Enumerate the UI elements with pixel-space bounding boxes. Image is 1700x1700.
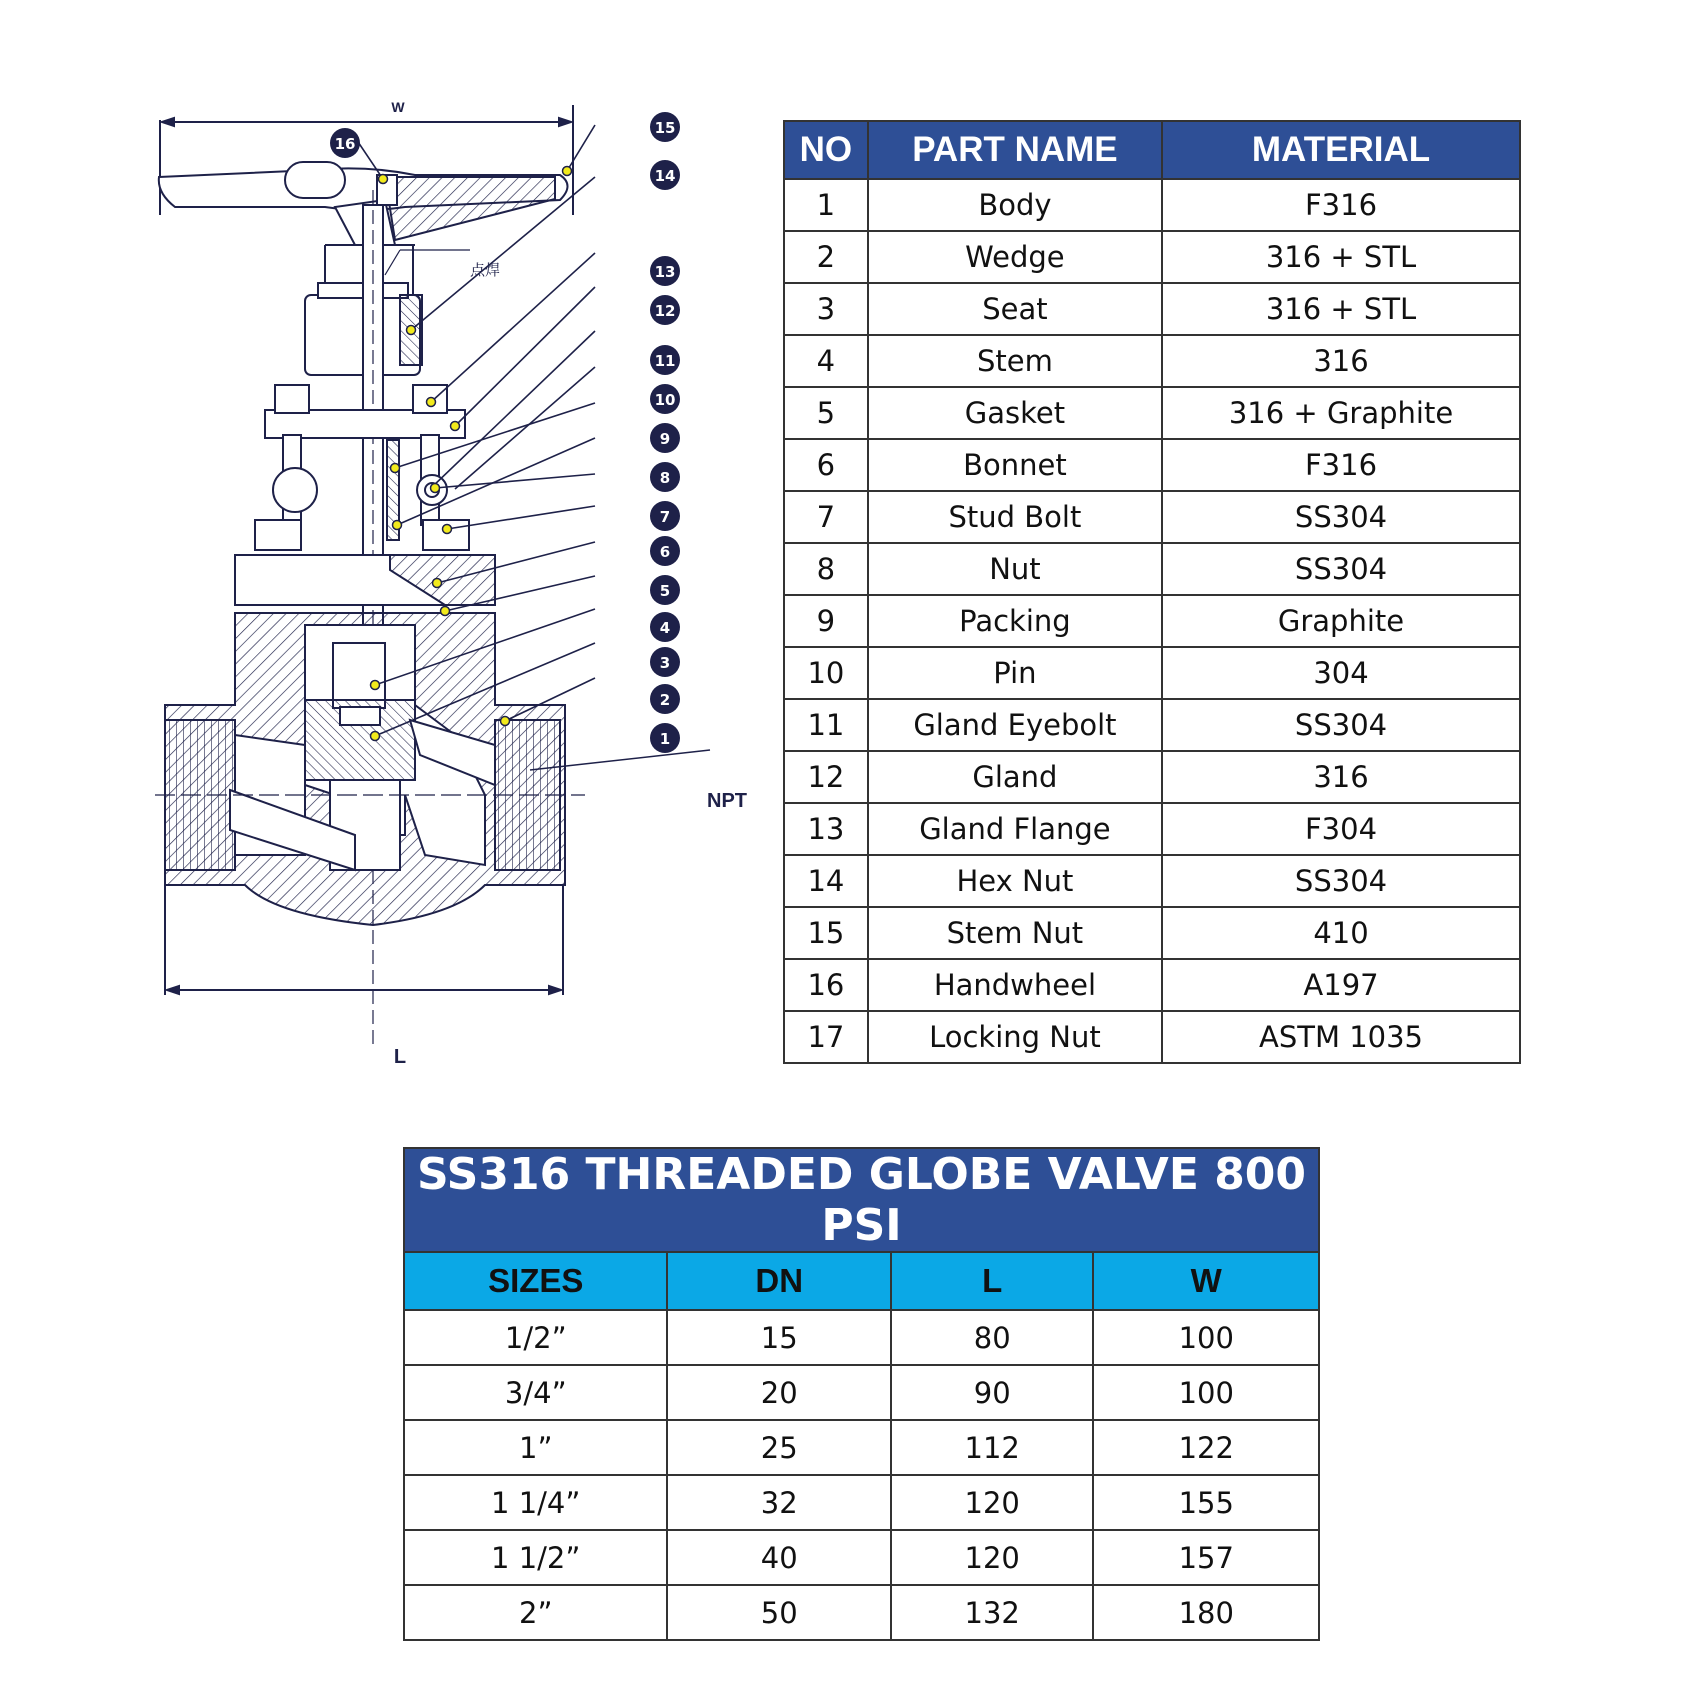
cell-no: 2: [784, 231, 868, 283]
cell-l: 120: [891, 1475, 1094, 1530]
cell-part-name: Handwheel: [868, 959, 1162, 1011]
weld-note-label: 点焊: [469, 262, 501, 279]
balloon-13: [650, 256, 680, 286]
svg-text:4: 4: [659, 619, 671, 637]
table-row: [784, 387, 1520, 439]
header-material: MATERIAL: [1162, 121, 1520, 179]
cell-material: F304: [1162, 803, 1520, 855]
cell-no: 8: [784, 543, 868, 595]
cell-no: 10: [784, 647, 868, 699]
balloon-9: [650, 423, 680, 453]
size-table-header-row: [404, 1252, 1319, 1310]
table-row: [784, 335, 1520, 387]
cell-w: 157: [1093, 1530, 1319, 1585]
cell-no: 15: [784, 907, 868, 959]
balloon-11: [650, 345, 680, 375]
cell-material: A197: [1162, 959, 1520, 1011]
balloon-5: [650, 575, 680, 605]
svg-text:10: 10: [654, 391, 676, 409]
cell-material: 316 + STL: [1162, 283, 1520, 335]
cell-material: 316 + STL: [1162, 231, 1520, 283]
cell-size: 1 1/2”: [404, 1530, 667, 1585]
table-row: [784, 179, 1520, 231]
table-row: [784, 595, 1520, 647]
svg-text:5: 5: [659, 582, 671, 600]
balloon-7: [650, 501, 680, 531]
cell-material: 304: [1162, 647, 1520, 699]
table-row: [404, 1365, 1319, 1420]
table-row: [784, 855, 1520, 907]
cell-dn: 25: [667, 1420, 890, 1475]
dimension-label-l: L: [393, 1046, 407, 1068]
cell-material: SS304: [1162, 543, 1520, 595]
header-sizes: SIZES: [404, 1252, 667, 1310]
header-w: W: [1093, 1252, 1319, 1310]
table-row: [784, 959, 1520, 1011]
cell-no: 1: [784, 179, 868, 231]
table-row: [784, 803, 1520, 855]
svg-text:13: 13: [654, 263, 676, 281]
cell-no: 13: [784, 803, 868, 855]
table-row: [784, 283, 1520, 335]
cell-part-name: Nut: [868, 543, 1162, 595]
cell-part-name: Body: [868, 179, 1162, 231]
cell-l: 80: [891, 1310, 1094, 1365]
cell-part-name: Gland Flange: [868, 803, 1162, 855]
table-row: [784, 699, 1520, 751]
cell-material: Graphite: [1162, 595, 1520, 647]
cell-part-name: Locking Nut: [868, 1011, 1162, 1063]
balloon-12: [650, 295, 680, 325]
svg-text:9: 9: [659, 430, 671, 448]
svg-text:16: 16: [334, 135, 356, 153]
cell-material: SS304: [1162, 855, 1520, 907]
cell-l: 120: [891, 1530, 1094, 1585]
cell-material: SS304: [1162, 491, 1520, 543]
cell-no: 5: [784, 387, 868, 439]
cell-no: 4: [784, 335, 868, 387]
cell-dn: 20: [667, 1365, 890, 1420]
cell-material: F316: [1162, 439, 1520, 491]
cell-no: 11: [784, 699, 868, 751]
cell-part-name: Wedge: [868, 231, 1162, 283]
table-row: [404, 1310, 1319, 1365]
balloon-1: [650, 723, 680, 753]
cell-part-name: Packing: [868, 595, 1162, 647]
cell-material: F316: [1162, 179, 1520, 231]
size-table-title: SS316 THREADED GLOBE VALVE 800 PSI: [404, 1148, 1319, 1252]
cell-size: 1”: [404, 1420, 667, 1475]
cell-part-name: Stem: [868, 335, 1162, 387]
svg-text:15: 15: [654, 119, 676, 137]
cell-no: 3: [784, 283, 868, 335]
cell-material: 316 + Graphite: [1162, 387, 1520, 439]
parts-material-table: [783, 120, 1521, 1064]
size-table-body: [404, 1310, 1319, 1640]
cell-material: SS304: [1162, 699, 1520, 751]
svg-text:12: 12: [654, 302, 676, 320]
cell-part-name: Gland Eyebolt: [868, 699, 1162, 751]
table-row: [404, 1475, 1319, 1530]
cell-no: 14: [784, 855, 868, 907]
table-row: [784, 647, 1520, 699]
table-row: [404, 1420, 1319, 1475]
cell-size: 1 1/4”: [404, 1475, 667, 1530]
size-table-title-row: [404, 1148, 1319, 1252]
header-dn: DN: [667, 1252, 890, 1310]
cell-l: 132: [891, 1585, 1094, 1640]
svg-text:3: 3: [659, 654, 671, 672]
balloon-8: [650, 462, 680, 492]
dimension-label-w: W: [391, 99, 405, 115]
svg-text:8: 8: [659, 469, 671, 487]
cell-part-name: Pin: [868, 647, 1162, 699]
cell-l: 112: [891, 1420, 1094, 1475]
balloon-3: [650, 647, 680, 677]
cell-dn: 32: [667, 1475, 890, 1530]
table-row: [784, 751, 1520, 803]
balloon-16: [330, 128, 360, 158]
cell-dn: 15: [667, 1310, 890, 1365]
table-row: [784, 231, 1520, 283]
cell-no: 12: [784, 751, 868, 803]
svg-text:7: 7: [659, 508, 671, 526]
cell-dn: 40: [667, 1530, 890, 1585]
cell-no: 7: [784, 491, 868, 543]
table-row: [784, 1011, 1520, 1063]
cell-part-name: Seat: [868, 283, 1162, 335]
balloon-10: [650, 384, 680, 414]
cell-part-name: Gasket: [868, 387, 1162, 439]
size-dimensions-table: [403, 1147, 1320, 1641]
svg-text:1: 1: [659, 730, 671, 748]
header-part-name: PART NAME: [868, 121, 1162, 179]
header-no: NO: [784, 121, 868, 179]
table-row: [784, 543, 1520, 595]
valve-cross-section-diagram: [155, 95, 795, 1095]
balloon-4: [650, 612, 680, 642]
table-row: [404, 1530, 1319, 1585]
valve-drawing: [155, 95, 795, 1095]
cell-no: 6: [784, 439, 868, 491]
svg-text:11: 11: [654, 352, 676, 370]
cell-material: 316: [1162, 335, 1520, 387]
cell-no: 9: [784, 595, 868, 647]
cell-w: 155: [1093, 1475, 1319, 1530]
balloon-2: [650, 684, 680, 714]
table-row: [404, 1585, 1319, 1640]
cell-no: 16: [784, 959, 868, 1011]
cell-size: 3/4”: [404, 1365, 667, 1420]
npt-label: NPT: [707, 790, 747, 812]
cell-part-name: Hex Nut: [868, 855, 1162, 907]
table-row: [784, 439, 1520, 491]
parts-table-body: [784, 179, 1520, 1063]
cell-w: 100: [1093, 1310, 1319, 1365]
cell-material: ASTM 1035: [1162, 1011, 1520, 1063]
cell-size: 1/2”: [404, 1310, 667, 1365]
cell-w: 100: [1093, 1365, 1319, 1420]
cell-l: 90: [891, 1365, 1094, 1420]
cell-part-name: Bonnet: [868, 439, 1162, 491]
cell-dn: 50: [667, 1585, 890, 1640]
svg-text:6: 6: [659, 543, 671, 561]
header-l: L: [891, 1252, 1094, 1310]
cell-part-name: Stud Bolt: [868, 491, 1162, 543]
cell-material: 410: [1162, 907, 1520, 959]
parts-table-header-row: [784, 121, 1520, 179]
balloon-15: [650, 112, 680, 142]
cell-part-name: Stem Nut: [868, 907, 1162, 959]
cell-w: 122: [1093, 1420, 1319, 1475]
svg-text:2: 2: [659, 691, 671, 709]
cell-material: 316: [1162, 751, 1520, 803]
table-row: [784, 491, 1520, 543]
table-row: [784, 907, 1520, 959]
balloon-14: [650, 160, 680, 190]
balloon-6: [650, 536, 680, 566]
cell-part-name: Gland: [868, 751, 1162, 803]
svg-text:14: 14: [654, 167, 676, 185]
cell-size: 2”: [404, 1585, 667, 1640]
cell-w: 180: [1093, 1585, 1319, 1640]
cell-no: 17: [784, 1011, 868, 1063]
